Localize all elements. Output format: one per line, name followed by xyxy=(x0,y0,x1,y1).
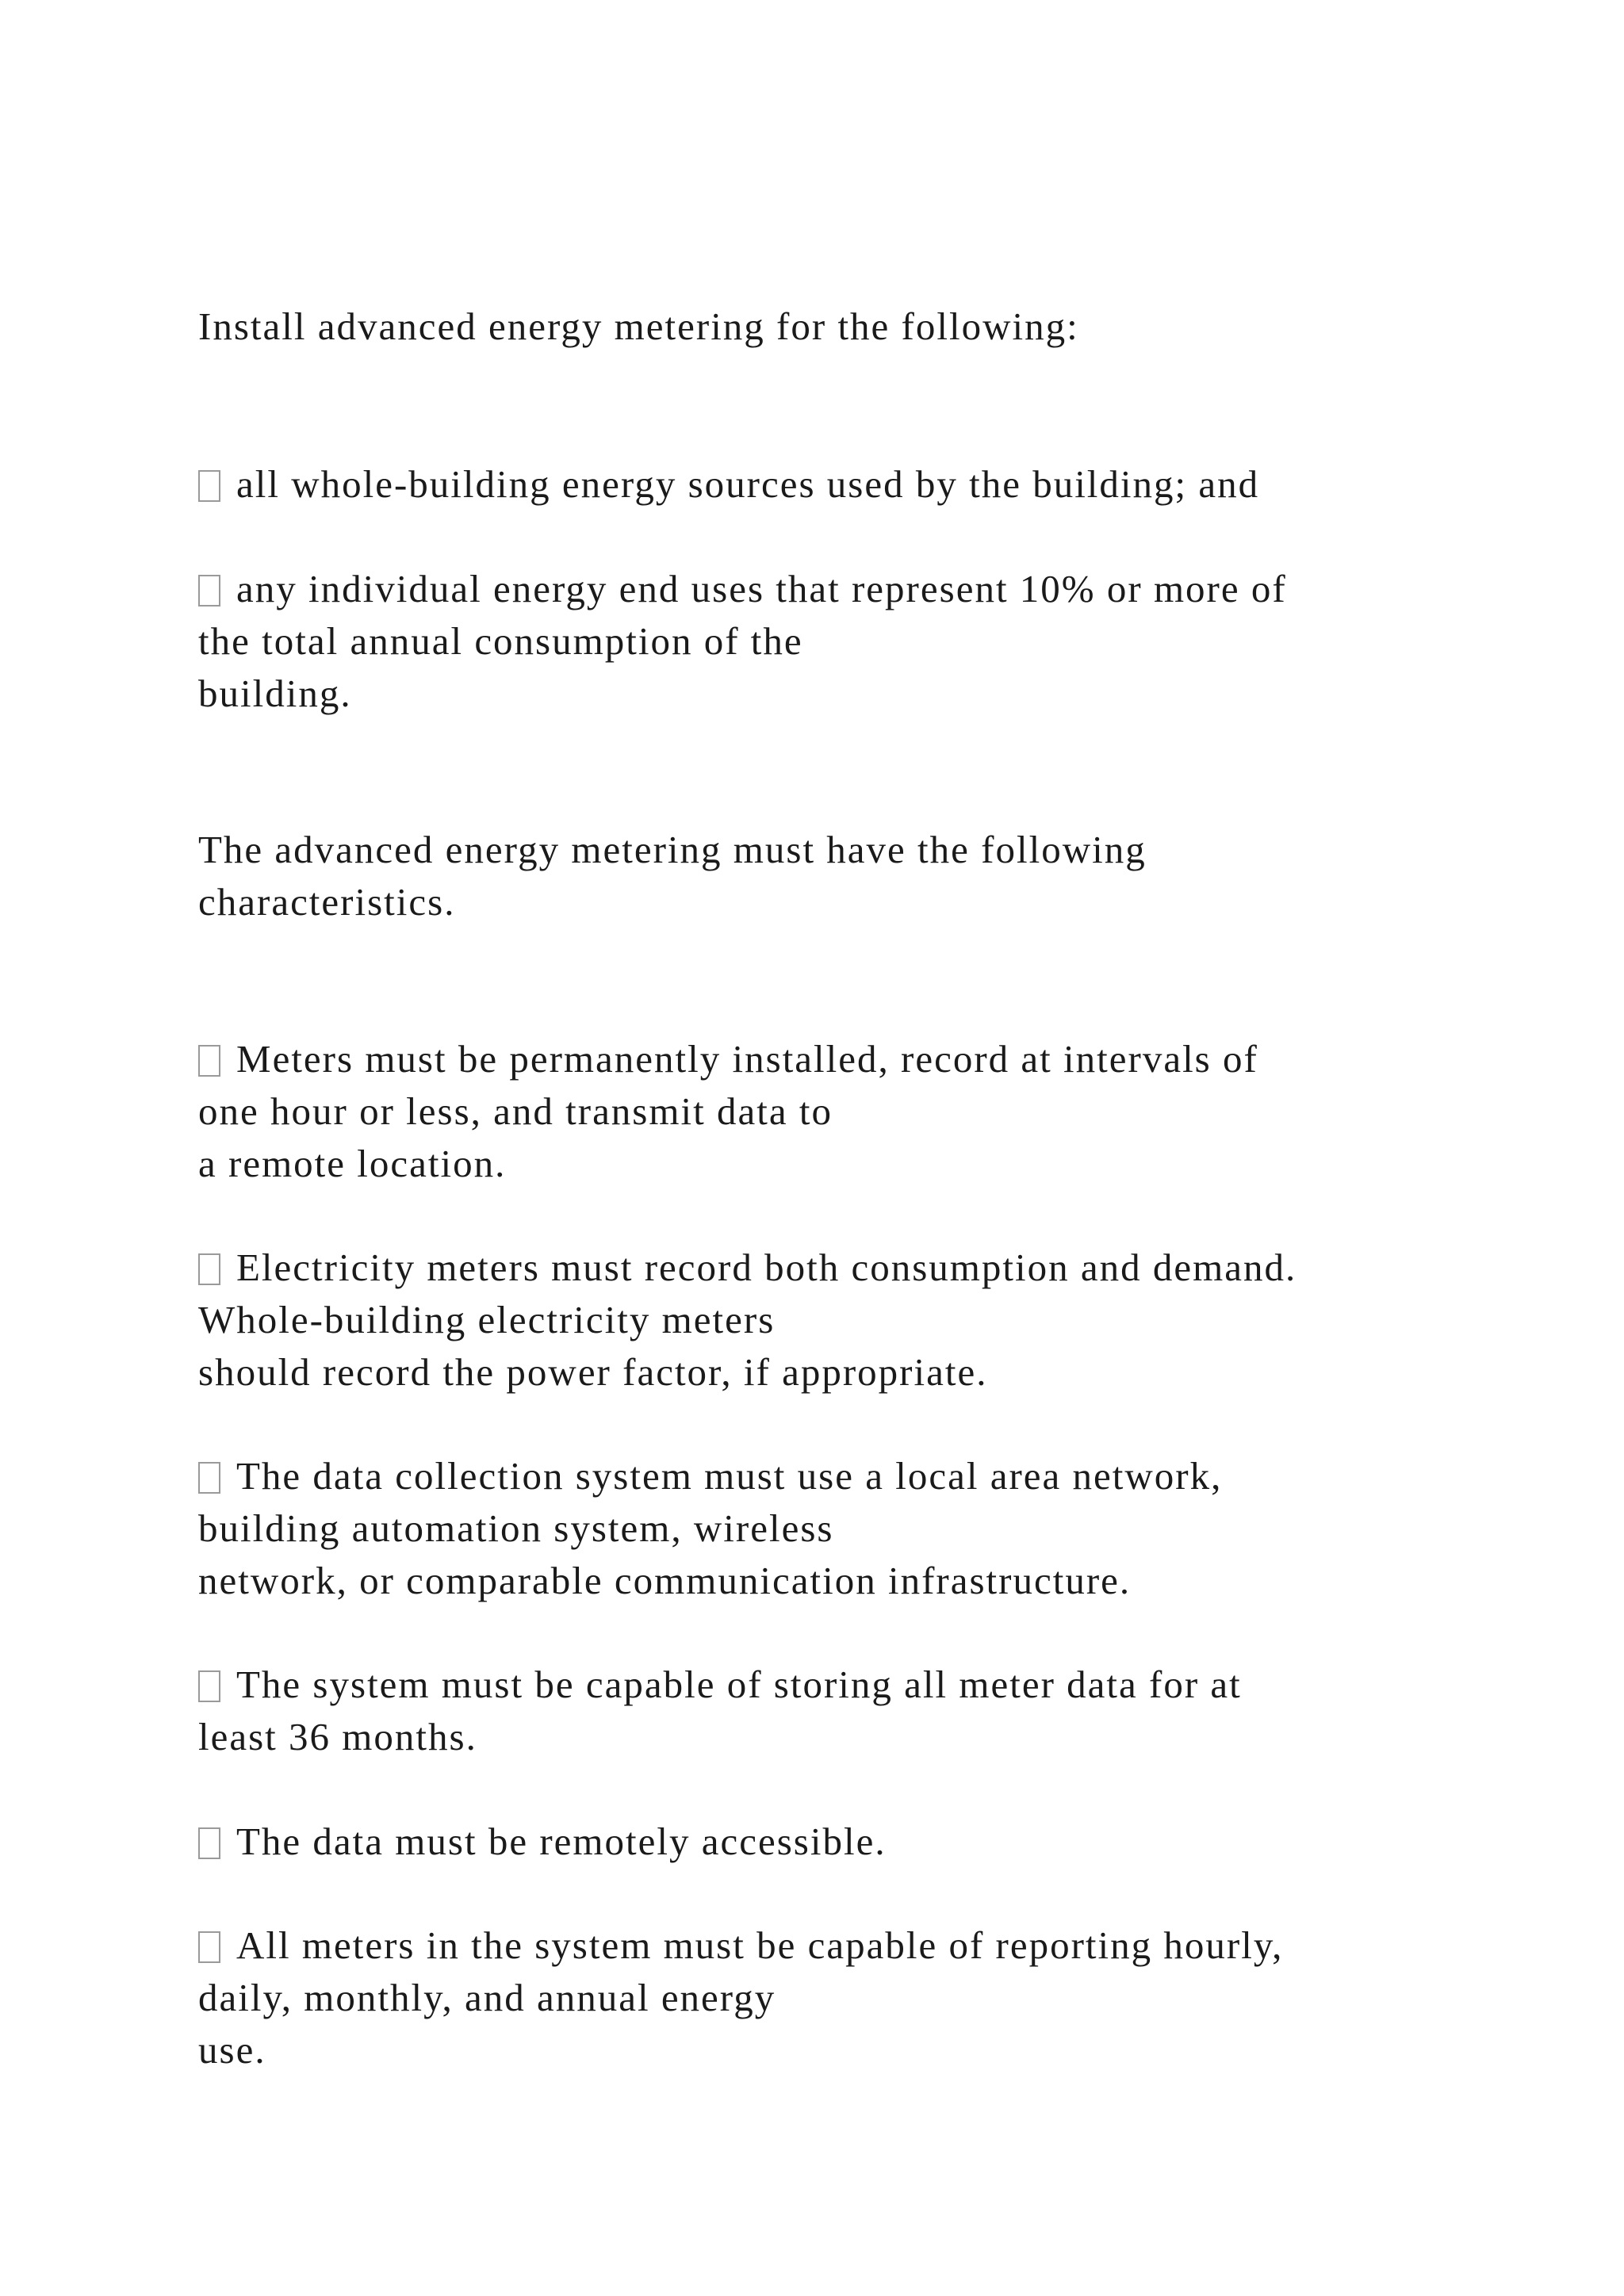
bullet-line: daily, monthly, and annual energy xyxy=(198,1976,776,2019)
intro-line: Install advanced energy metering for the following: xyxy=(198,304,1079,348)
missing-glyph-box-icon xyxy=(198,1462,220,1494)
bullet-line: the total annual consumption of the xyxy=(198,619,803,663)
heading-line: characteristics. xyxy=(198,880,456,924)
bullet-line: The data must be remotely accessible. xyxy=(198,1816,1483,1868)
bullet-line: Electricity meters must record both consumption and demand. xyxy=(198,1242,1483,1294)
missing-glyph-box-icon xyxy=(198,1931,220,1963)
characteristic-bullet-4 xyxy=(198,1659,1483,1763)
scope-bullet-2 xyxy=(198,563,1483,720)
characteristic-bullet-6 xyxy=(198,1919,1483,2076)
heading-line: The advanced energy metering must have the following xyxy=(198,828,1147,871)
missing-glyph-box-icon xyxy=(198,1670,220,1702)
missing-glyph-box-icon xyxy=(198,1827,220,1859)
bullet-line: The data collection system must use a local area network, xyxy=(198,1450,1483,1502)
bullet-line: all whole-building energy sources used by the building; and xyxy=(198,458,1483,511)
bullet-line: Whole-building electricity meters xyxy=(198,1298,776,1341)
scope-bullet-1 xyxy=(198,458,1483,511)
characteristic-bullet-3 xyxy=(198,1450,1483,1607)
bullet-line: building. xyxy=(198,672,352,715)
bullet-line: least 36 months. xyxy=(198,1715,477,1758)
missing-glyph-box-icon xyxy=(198,575,220,607)
characteristic-bullet-1 xyxy=(198,1033,1483,1190)
missing-glyph-box-icon xyxy=(198,1045,220,1077)
bullet-line: one hour or less, and transmit data to xyxy=(198,1089,833,1133)
missing-glyph-box-icon xyxy=(198,1253,220,1285)
missing-glyph-box-icon xyxy=(198,470,220,502)
characteristic-bullet-2 xyxy=(198,1242,1483,1399)
bullet-line: The system must be capable of storing all meter data for at xyxy=(198,1659,1483,1711)
bullet-line: All meters in the system must be capable of reporting hourly, xyxy=(198,1919,1483,1972)
bullet-line: a remote location. xyxy=(198,1142,507,1185)
bullet-line: building automation system, wireless xyxy=(198,1506,834,1550)
bullet-line: use. xyxy=(198,2028,266,2072)
intro-paragraph xyxy=(198,300,1483,353)
bullet-line: should record the power factor, if appropriate. xyxy=(198,1350,988,1394)
bullet-line: Meters must be permanently installed, record at intervals of xyxy=(198,1033,1483,1085)
bullet-line: network, or comparable communication infrastructure. xyxy=(198,1559,1132,1602)
characteristic-bullet-5 xyxy=(198,1816,1483,1868)
characteristics-heading xyxy=(198,824,1483,928)
bullet-line: any individual energy end uses that represent 10% or more of xyxy=(198,563,1483,615)
